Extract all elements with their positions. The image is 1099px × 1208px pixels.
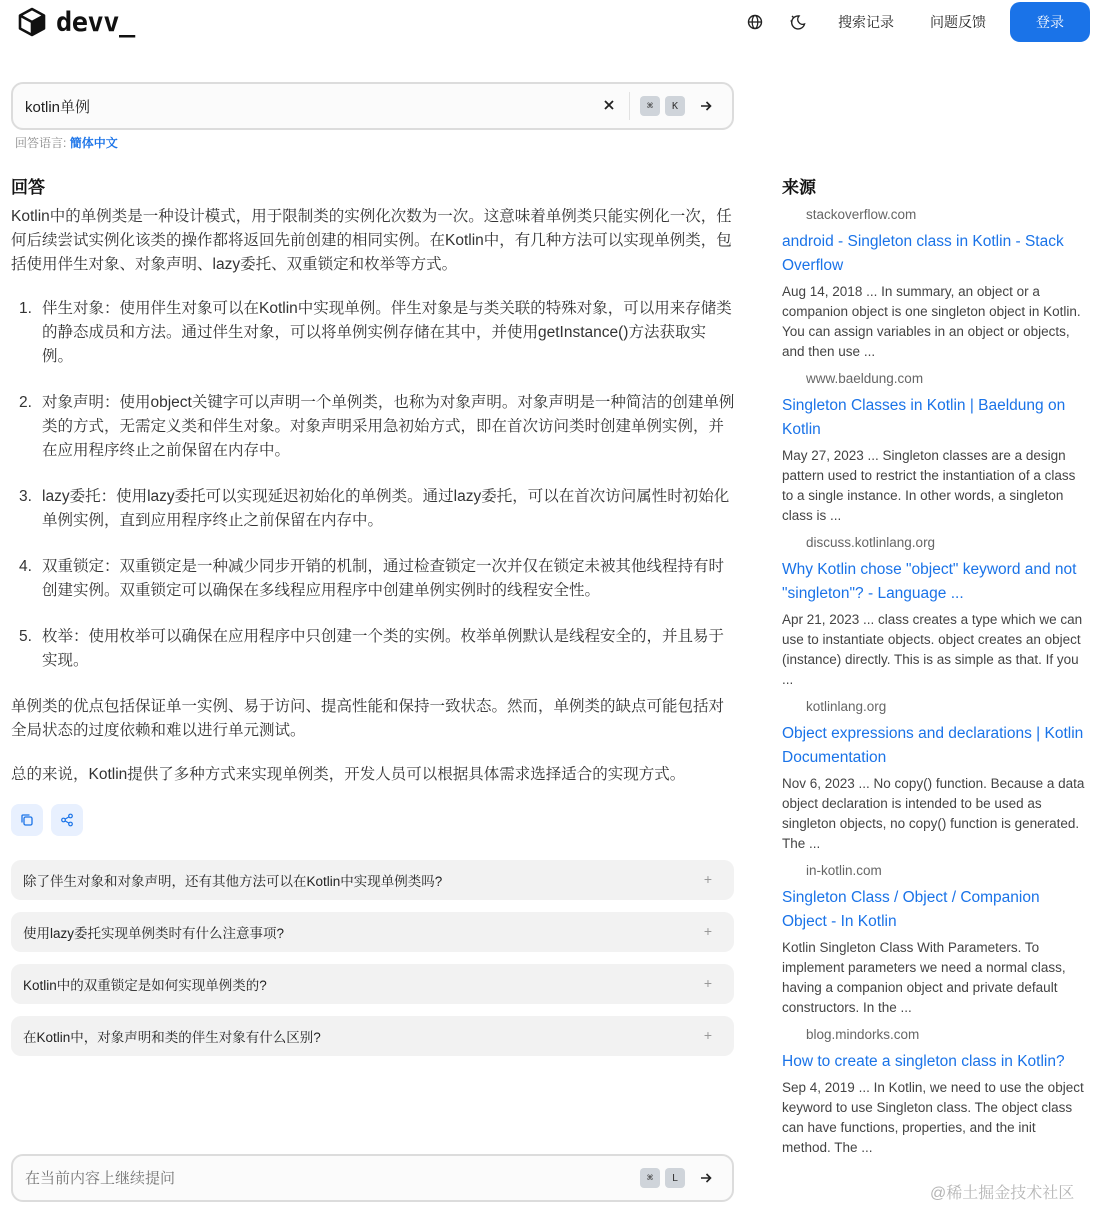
list-number: 1. xyxy=(19,300,32,317)
source-snippet: Aug 14, 2018 ... In summary, an object or a companion object is one singleton object in Kotlin. You can assign variables in an object or objects, and then use ... xyxy=(782,284,1081,359)
followup-text: 除了伴生对象和对象声明，还有其他方法可以在Kotlin中实现单例类吗? xyxy=(23,874,443,889)
source-link[interactable]: How to create a singleton class in Kotlin? xyxy=(782,1053,1065,1070)
answer-language-value[interactable]: 簡体中文 xyxy=(69,136,118,150)
copy-button[interactable] xyxy=(11,804,43,836)
source-domain: discuss.kotlinlang.org xyxy=(806,535,936,550)
logo[interactable] xyxy=(16,6,135,38)
source-snippet: Sep 4, 2019 ... In Kotlin, we need to use the object keyword to use Singleton class. The object class can have functions, properties, and the init method. The ... xyxy=(782,1080,1084,1155)
divider xyxy=(629,92,630,120)
theme-toggle-icon[interactable] xyxy=(789,13,807,31)
login-button[interactable]: 登录 xyxy=(1010,2,1090,42)
source-link[interactable]: android - Singleton class in Kotlin - Stack Overflow xyxy=(782,233,1064,274)
search-box xyxy=(11,82,734,130)
source-snippet: Kotlin Singleton Class With Parameters. To implement parameters we need a normal class, having a companion object and private default constructors. In the ... xyxy=(782,940,1066,1015)
search-input[interactable] xyxy=(25,84,585,128)
source-link[interactable]: Object expressions and declarations | Kotlin Documentation xyxy=(782,725,1084,766)
watermark: @稀土掘金技术社区 xyxy=(930,1185,1075,1202)
source-snippet: May 27, 2023 ... Singleton classes are a design pattern used to restrict the instantiation of a class to a single instance. In other words, a singleton class is ... xyxy=(782,448,1076,523)
answer-intro: Kotlin中的单例类是一种设计模式，用于限制类的实例化次数为一次。这意味着单例类只能实例化一次，任何后续尝试实例化该类的操作都将返回先前创建的相同实例。在Kotlin中，有几种方法可以实现单例类，包括使用伴生对象、对象声明、lazy委托、双重锁定和枚举等方式。 xyxy=(11,208,732,273)
submit-arrow-icon[interactable] xyxy=(696,1168,716,1188)
share-button[interactable] xyxy=(51,804,83,836)
plus-icon: + xyxy=(703,923,712,939)
list-text: 对象声明：使用object关键字可以声明一个单例类，也称为对象声明。对象声明是一种简洁的创建单例类的方式，无需定义类和伴生对象。对象声明采用急初始方式，即在首次访问类时创建单例实例，并在应用程序终止之前保留在内存中。 xyxy=(42,394,735,459)
source-link[interactable]: Singleton Class / Object / Companion Object - In Kotlin xyxy=(782,889,1040,930)
source-domain: www.baeldung.com xyxy=(806,371,924,386)
list-text: 伴生对象：使用伴生对象可以在Kotlin中实现单例。伴生对象是与类关联的特殊对象，可以用来存储类的静态成员和方法。通过伴生对象，可以将单例实例存储在其中，并使用getInstance()方法获取实例。 xyxy=(42,300,732,365)
followup-text: Kotlin中的双重锁定是如何实现单例类的? xyxy=(23,978,267,993)
followup-text: 使用lazy委托实现单例类时有什么注意事项? xyxy=(23,926,285,941)
list-item xyxy=(11,391,736,463)
answer-language-label: 回答语言: xyxy=(15,136,67,150)
followup-question[interactable] xyxy=(11,912,734,952)
list-text: 双重锁定：双重锁定是一种减少同步开销的机制，通过检查锁定一次并仅在锁定未被其他线程持有时创建实例。双重锁定可以确保在多线程应用程序中创建单例实例时的线程安全性。 xyxy=(42,558,725,599)
source-domain: blog.mindorks.com xyxy=(806,1027,920,1042)
answer-summary: 总的来说，Kotlin提供了多种方式来实现单例类，开发人员可以根据具体需求选择适合的实现方式。 xyxy=(11,766,686,783)
search-history-link[interactable]: 搜索记录 xyxy=(838,14,894,30)
followup-ask-box xyxy=(11,1154,734,1202)
list-text: lazy委托：使用lazy委托可以实现延迟初始化的单例类。通过lazy委托，可以在首次访问属性时初始化单例实例，直到应用程序终止之前保留在内存中。 xyxy=(42,488,730,529)
followup-question[interactable] xyxy=(11,860,734,900)
list-item xyxy=(11,555,736,603)
list-text: 枚举：使用枚举可以确保在应用程序中只创建一个类的实例。枚举单例默认是线程安全的，并且易于实现。 xyxy=(42,628,725,669)
share-icon xyxy=(60,813,74,827)
list-item xyxy=(11,485,736,533)
shortcut-key: L xyxy=(665,1168,685,1188)
source-domain: stackoverflow.com xyxy=(806,207,917,222)
source-link[interactable]: Singleton Classes in Kotlin | Baeldung on Kotlin xyxy=(782,397,1066,438)
answer-list xyxy=(11,297,736,673)
source-snippet: Nov 6, 2023 ... No copy() function. Because a data object declaration is intended to be used as singleton objects, no copy() function is generated. The ... xyxy=(782,776,1085,851)
source-domain: kotlinlang.org xyxy=(806,699,887,714)
followup-text: 在Kotlin中，对象声明和类的伴生对象有什么区别? xyxy=(23,1030,321,1045)
followup-question[interactable] xyxy=(11,964,734,1004)
source-domain: in-kotlin.com xyxy=(806,863,882,878)
list-item xyxy=(11,625,736,673)
list-number: 5. xyxy=(19,628,32,645)
copy-icon xyxy=(20,813,34,827)
list-number: 2. xyxy=(19,394,32,411)
followup-ask-input[interactable] xyxy=(25,1156,625,1200)
answer-heading: 回答 xyxy=(11,178,45,197)
plus-icon: + xyxy=(703,871,712,887)
list-item xyxy=(11,297,736,369)
sources-heading: 来源 xyxy=(782,178,816,197)
shortcut-key: K xyxy=(665,96,685,116)
source-link[interactable]: Why Kotlin chose "object" keyword and not "singleton"? - Language ... xyxy=(782,561,1077,602)
answer-pros-cons: 单例类的优点包括保证单一实例、易于访问、提高性能和保持一致状态。然而，单例类的缺点可能包括对全局状态的过度依赖和难以进行单元测试。 xyxy=(11,698,725,739)
source-snippet: Apr 21, 2023 ... class creates a type which we can use to instantiate objects. object creates an object (instance) directly. This is as simple as that. If you ... xyxy=(782,612,1083,687)
shortcut-key: ⌘ xyxy=(640,96,660,116)
answer-language xyxy=(15,134,118,151)
answer-body xyxy=(11,205,736,807)
cube-logo-icon xyxy=(16,6,48,38)
globe-icon[interactable] xyxy=(746,13,764,31)
submit-arrow-icon[interactable] xyxy=(696,96,716,116)
feedback-link[interactable]: 问题反馈 xyxy=(930,14,986,30)
clear-icon[interactable] xyxy=(599,95,619,115)
list-number: 4. xyxy=(19,558,32,575)
brand-name: devv_ xyxy=(56,6,135,38)
followup-question[interactable] xyxy=(11,1016,734,1056)
plus-icon: + xyxy=(703,975,712,991)
plus-icon: + xyxy=(703,1027,712,1043)
shortcut-key: ⌘ xyxy=(640,1168,660,1188)
list-number: 3. xyxy=(19,488,32,505)
